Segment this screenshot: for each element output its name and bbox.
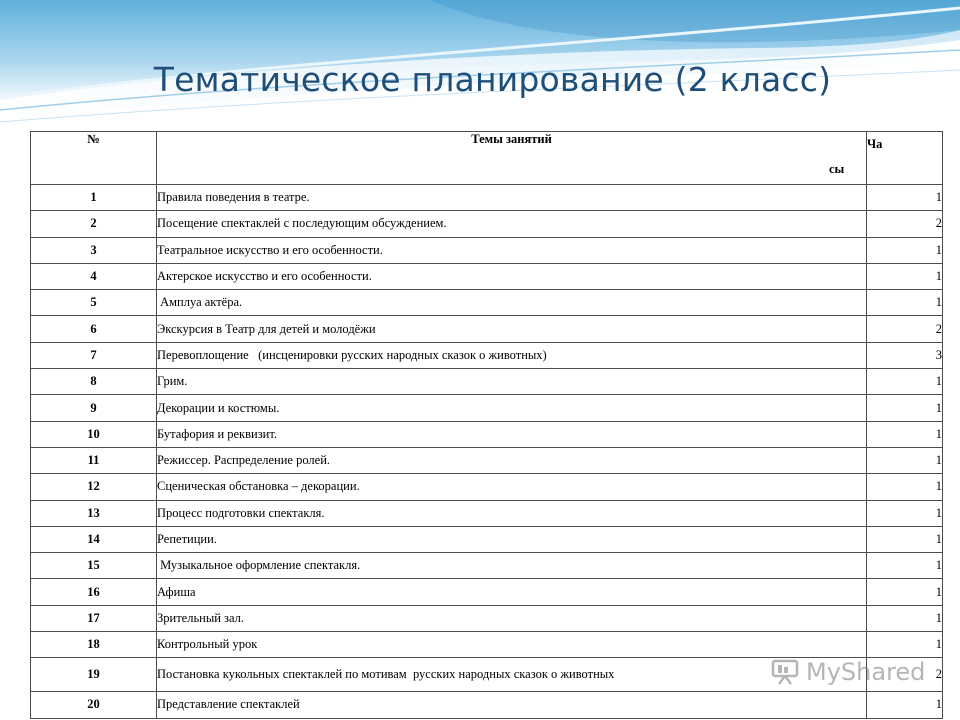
row-topic: Декорации и костюмы. bbox=[157, 395, 867, 421]
row-hours: 1 bbox=[867, 632, 943, 658]
row-number: 3 bbox=[31, 237, 157, 263]
row-topic: Экскурсия в Театр для детей и молодёжи bbox=[157, 316, 867, 342]
row-topic: Контрольный урок bbox=[157, 632, 867, 658]
row-topic: Режиссер. Распределение ролей. bbox=[157, 447, 867, 473]
row-topic: Процесс подготовки спектакля. bbox=[157, 500, 867, 526]
row-number: 17 bbox=[31, 605, 157, 631]
row-topic: Перевоплощение (инсценировки русских народных сказок о животных) bbox=[157, 342, 867, 368]
table-row bbox=[31, 421, 943, 447]
row-number: 20 bbox=[31, 692, 157, 718]
row-number: 8 bbox=[31, 369, 157, 395]
row-topic: Грим. bbox=[157, 369, 867, 395]
table-row bbox=[31, 447, 943, 473]
row-hours: 3 bbox=[867, 342, 943, 368]
row-number: 6 bbox=[31, 316, 157, 342]
row-number: 7 bbox=[31, 342, 157, 368]
row-number: 19 bbox=[31, 658, 157, 692]
row-number: 12 bbox=[31, 474, 157, 500]
row-hours: 1 bbox=[867, 421, 943, 447]
header-hours bbox=[829, 132, 943, 185]
table-row bbox=[31, 658, 943, 692]
row-number: 15 bbox=[31, 553, 157, 579]
table-body bbox=[31, 185, 943, 719]
slide-title: Тематическое планирование (2 класс) bbox=[153, 60, 832, 99]
table-row bbox=[31, 553, 943, 579]
row-topic: Постановка кукольных спектаклей по мотивам русских народных сказок о животных bbox=[157, 658, 867, 692]
header-hours-line2: сы bbox=[829, 162, 845, 176]
row-hours: 2 bbox=[867, 316, 943, 342]
row-number: 16 bbox=[31, 579, 157, 605]
row-number: 9 bbox=[31, 395, 157, 421]
table-row bbox=[31, 342, 943, 368]
row-topic: Репетиции. bbox=[157, 526, 867, 552]
table-row bbox=[31, 369, 943, 395]
row-topic: Бутафория и реквизит. bbox=[157, 421, 867, 447]
row-number: 2 bbox=[31, 211, 157, 237]
table-row bbox=[31, 185, 943, 211]
table-row bbox=[31, 237, 943, 263]
thematic-plan-table bbox=[30, 131, 943, 719]
row-topic: Зрительный зал. bbox=[157, 605, 867, 631]
row-hours: 1 bbox=[867, 474, 943, 500]
table-row bbox=[31, 579, 943, 605]
row-topic: Музыкальное оформление спектакля. bbox=[157, 553, 867, 579]
table-row bbox=[31, 316, 943, 342]
row-topic: Актерское искусство и его особенности. bbox=[157, 263, 867, 289]
table-row bbox=[31, 692, 943, 718]
row-number: 1 bbox=[31, 185, 157, 211]
row-hours: 1 bbox=[867, 369, 943, 395]
row-hours: 1 bbox=[867, 395, 943, 421]
row-hours: 2 bbox=[867, 211, 943, 237]
row-topic: Правила поведения в театре. bbox=[157, 185, 867, 211]
row-number: 10 bbox=[31, 421, 157, 447]
header-number: № bbox=[31, 132, 157, 185]
row-hours: 1 bbox=[867, 290, 943, 316]
row-topic: Амплуа актёра. bbox=[157, 290, 867, 316]
row-number: 14 bbox=[31, 526, 157, 552]
table-row bbox=[31, 395, 943, 421]
table-row bbox=[31, 500, 943, 526]
row-hours: 2 bbox=[867, 658, 943, 692]
row-number: 18 bbox=[31, 632, 157, 658]
row-topic: Театральное искусство и его особенности. bbox=[157, 237, 867, 263]
header-hours-line1: Ча bbox=[867, 137, 883, 151]
row-number: 4 bbox=[31, 263, 157, 289]
row-hours: 1 bbox=[867, 447, 943, 473]
row-number: 5 bbox=[31, 290, 157, 316]
table-row bbox=[31, 290, 943, 316]
table-row bbox=[31, 474, 943, 500]
row-topic: Представление спектаклей bbox=[157, 692, 867, 718]
row-hours: 1 bbox=[867, 526, 943, 552]
row-hours: 1 bbox=[867, 185, 943, 211]
row-hours: 1 bbox=[867, 237, 943, 263]
row-topic: Сценическая обстановка – декорации. bbox=[157, 474, 867, 500]
row-hours: 1 bbox=[867, 605, 943, 631]
row-hours: 1 bbox=[867, 692, 943, 718]
table-row bbox=[31, 632, 943, 658]
table-row bbox=[31, 605, 943, 631]
header-topic: Темы занятий bbox=[157, 132, 867, 185]
row-hours: 1 bbox=[867, 553, 943, 579]
row-topic: Афиша bbox=[157, 579, 867, 605]
table-row bbox=[31, 526, 943, 552]
row-hours: 1 bbox=[867, 500, 943, 526]
row-number: 11 bbox=[31, 447, 157, 473]
row-hours: 1 bbox=[867, 263, 943, 289]
row-hours: 1 bbox=[867, 579, 943, 605]
row-topic: Посещение спектаклей с последующим обсуждением. bbox=[157, 211, 867, 237]
row-number: 13 bbox=[31, 500, 157, 526]
watermark-text: MyShared bbox=[806, 658, 926, 686]
table-row bbox=[31, 211, 943, 237]
table-row bbox=[31, 263, 943, 289]
table-header-row bbox=[31, 132, 943, 185]
